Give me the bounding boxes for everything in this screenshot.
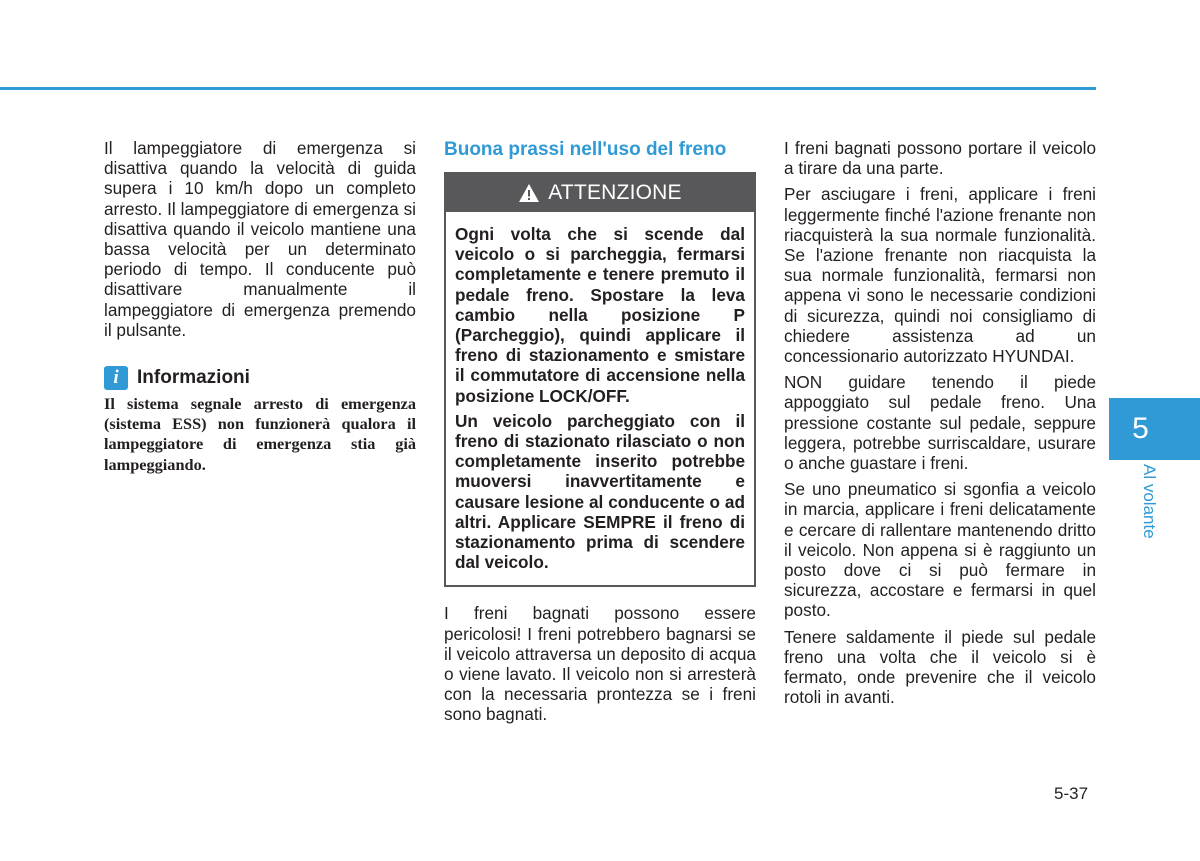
hazard-light-paragraph: Il lampeggiatore di emergenza si disattiva quando la velocità di guida supera i 10 km/h dopo un completo arresto. Il lampeggiatore di emergenza si disattiva quando il veicolo mantiene una bassa velocità per un determinato periodo di tempo. Il conducente può disattivare manualmente il lampeggiatore di emergenza premendo il pulsante. bbox=[104, 138, 416, 340]
warning-box bbox=[444, 172, 756, 587]
info-header bbox=[104, 366, 416, 390]
column-middle bbox=[444, 138, 756, 731]
body-paragraph: I freni bagnati possono portare il veicolo a tirare da una parte. bbox=[784, 138, 1096, 179]
body-paragraph: NON guidare tenendo il piede appoggiato sul pedale freno. Una pressione costante sul pedale, seppure leggera, potrebbe surriscaldare, usurare o anche guastare i freni. bbox=[784, 372, 1096, 474]
wet-brakes-paragraph: I freni bagnati possono essere pericolosi! I freni potrebbero bagnarsi se il veicolo attraversa un deposito di acqua o viene lavato. Il veicolo non si arresterà con la necessaria prontezza se i freni sono bagnati. bbox=[444, 603, 756, 725]
warning-paragraph: Ogni volta che si scende dal veicolo o si parcheggia, fermarsi completamente e tenere premuto il pedale freno. Spostare la leva cambio nella posizione P (Parcheggio), quindi applicare il freno di stazionamento e smistare il commutatore di accensione nella posizione LOCK/OFF. bbox=[455, 224, 745, 406]
body-paragraph: Per asciugare i freni, applicare i freni leggermente finché l'azione frenante non riacquisterà la sua normale funzionalità. Se l'azione frenante non riacquista la sua normale funzionalità, fermarsi non appena vi sono le necessarie condizioni di sicurezza, quindi noi consigliamo di chiedere assistenza ad un concessionario autorizzato HYUNDAI. bbox=[784, 184, 1096, 367]
page-number: 5-37 bbox=[1054, 784, 1089, 803]
column-right bbox=[784, 138, 1096, 713]
warning-paragraph: Un veicolo parcheggiato con il freno di stazionato rilasciato o non completamente inserito potrebbe muoversi inavvertitamente e causare lesione al conducente o ad altri. Applicare SEMPRE il freno di stazionamento prima di scendere dal veicolo. bbox=[455, 410, 745, 573]
section-heading: Buona prassi nell'uso del freno bbox=[444, 139, 727, 160]
info-icon: i bbox=[104, 366, 128, 390]
warning-header bbox=[446, 174, 754, 212]
warning-title: ATTENZIONE bbox=[548, 180, 682, 204]
warning-triangle-icon bbox=[518, 183, 540, 203]
body-paragraph: Se uno pneumatico si sgonfia a veicolo in marcia, applicare i freni delicatamente e cercare di rallentare mantenendo dritto il veicolo. Non appena si è raggiunto un posto dove ci si può fermare in sicurezza, accostare e fermarsi in quel posto. bbox=[784, 479, 1096, 621]
info-title: Informazioni bbox=[137, 366, 250, 388]
warning-body bbox=[446, 212, 754, 585]
column-left bbox=[104, 138, 416, 481]
info-text: Il sistema segnale arresto di emergenza (sistema ESS) non funzionerà qualora il lampeggiatore di emergenza stia già lampeggiando. bbox=[104, 394, 416, 474]
chapter-label: Al volante bbox=[1140, 464, 1159, 539]
chapter-tab: 5 bbox=[1109, 398, 1200, 460]
body-paragraph: Tenere saldamente il piede sul pedale freno una volta che il veicolo si è fermato, onde prevenire che il veicolo rotoli in avanti. bbox=[784, 626, 1096, 708]
header-rule bbox=[0, 87, 1096, 90]
